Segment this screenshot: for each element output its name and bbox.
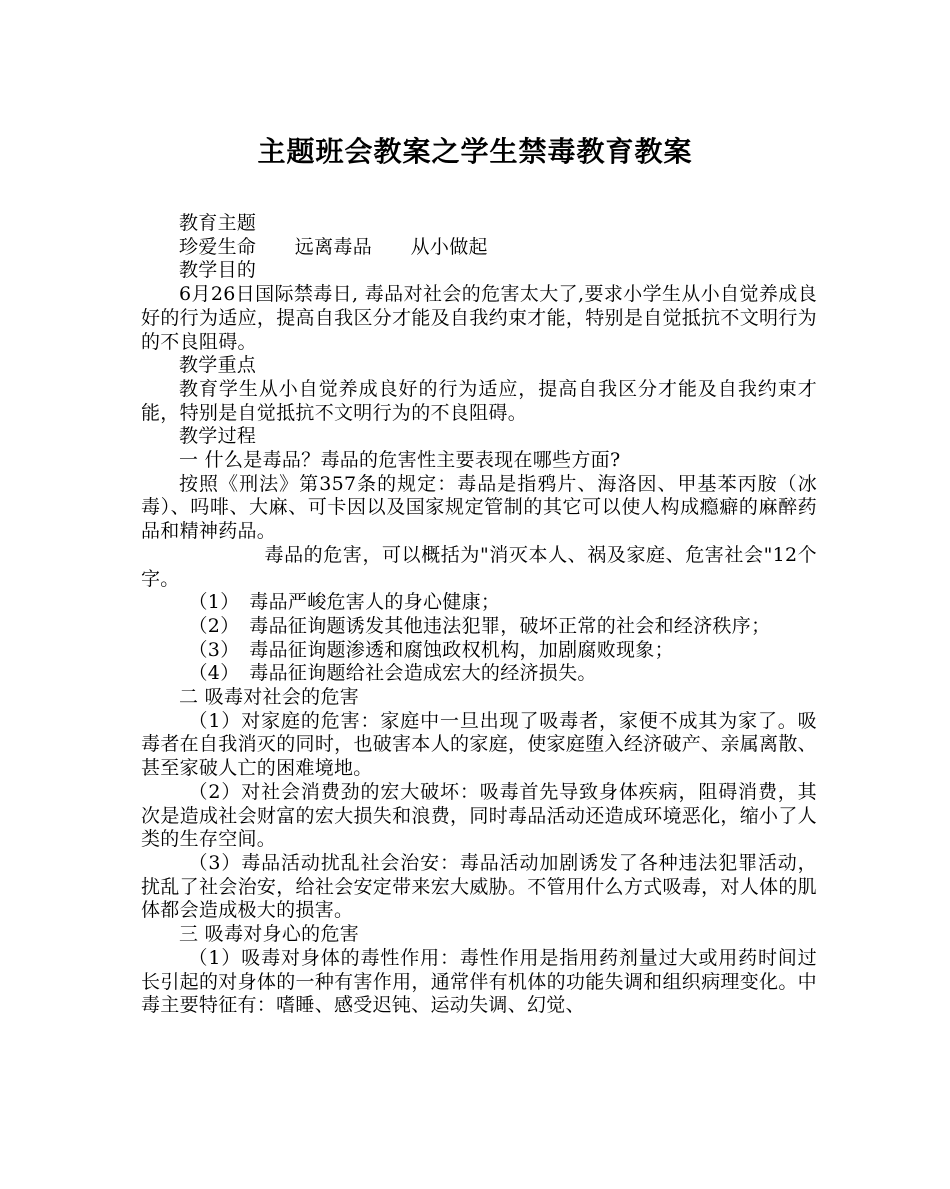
harm-list-item: （3） 毒品征询题渗透和腐蚀政权机构，加剧腐败现象； (188, 638, 674, 661)
heading-teaching-purpose: 教学目的 (179, 259, 257, 282)
productivity-harm-paragraph: （2）对社会消费劲的宏大破坏：吸毒首先导致身体疾病，阻碍消费，其次是造成社会财富的宏大损失和浪费，同时毒品活动还造成环境恶化，缩小了人类的生存空间。 (141, 780, 817, 851)
harm-summary-paragraph: 毒品的危害，可以概括为"消灭本人、祸及家庭、危害社会"12个字。 (141, 543, 817, 590)
toxicity-paragraph: （1）吸毒对身体的毒性作用：毒性作用是指用药剂量过大或用药时间过长引起的对身体的一种有害作用，通常伴有机体的功能失调和组织病理变化。中毒主要特征有：嗜睡、感受迟钝、运动失调、幻觉、 (141, 946, 817, 1017)
document-title: 主题班会教案之学生禁毒教育教案 (257, 135, 693, 168)
harm-list-item: （4） 毒品征询题给社会造成宏大的经济损失。 (188, 662, 597, 685)
theme-slogan: 珍爱生命 远离毒品 从小做起 (179, 235, 488, 258)
social-order-paragraph: （3）毒品活动扰乱社会治安：毒品活动加剧诱发了各种违法犯罪活动，扰乱了社会治安，给社会安定带来宏大威胁。不管用什么方式吸毒，对人体的肌体都会造成极大的损害。 (141, 851, 817, 922)
heading-education-theme: 教育主题 (179, 212, 257, 234)
heading-teaching-focus: 教学重点 (179, 354, 257, 377)
document-body (141, 212, 817, 1018)
criminal-law-paragraph: 按照《刑法》第357条的规定：毒品是指鸦片、海洛因、甲基苯丙胺（冰毒）、吗啡、大麻、可卡因以及国家规定管制的其它可以使人构成瘾癖的麻醉药品和精神药品。 (141, 472, 817, 543)
section-three-heading: 三 吸毒对身心的危害 (179, 923, 360, 946)
focus-paragraph: 教育学生从小自觉养成良好的行为适应，提高自我区分才能及自我约束才能，特别是自觉抵抗不文明行为的不良阻碍。 (141, 377, 817, 424)
heading-teaching-process: 教学过程 (179, 425, 257, 448)
section-two-heading: 二 吸毒对社会的危害 (179, 686, 360, 709)
purpose-paragraph: 6月26日国际禁毒日, 毒品对社会的危害太大了,要求小学生从小自觉养成良好的行为适应，提高自我区分才能及自我约束才能，特别是自觉抵抗不文明行为的不良阻碍。 (141, 283, 817, 353)
family-harm-paragraph: （1）对家庭的危害：家庭中一旦出现了吸毒者，家便不成其为家了。吸毒者在自我消灭的同时，也破害本人的家庭，使家庭堕入经济破产、亲属离散、甚至家破人亡的困难境地。 (141, 709, 817, 780)
section-one-heading: 一 什么是毒品？毒品的危害性主要表现在哪些方面? (179, 449, 621, 472)
harm-list-item: （1） 毒品严峻危害人的身心健康； (188, 591, 501, 614)
harm-list-item: （2） 毒品征询题诱发其他违法犯罪，破坏正常的社会和经济秩序； (188, 614, 771, 637)
